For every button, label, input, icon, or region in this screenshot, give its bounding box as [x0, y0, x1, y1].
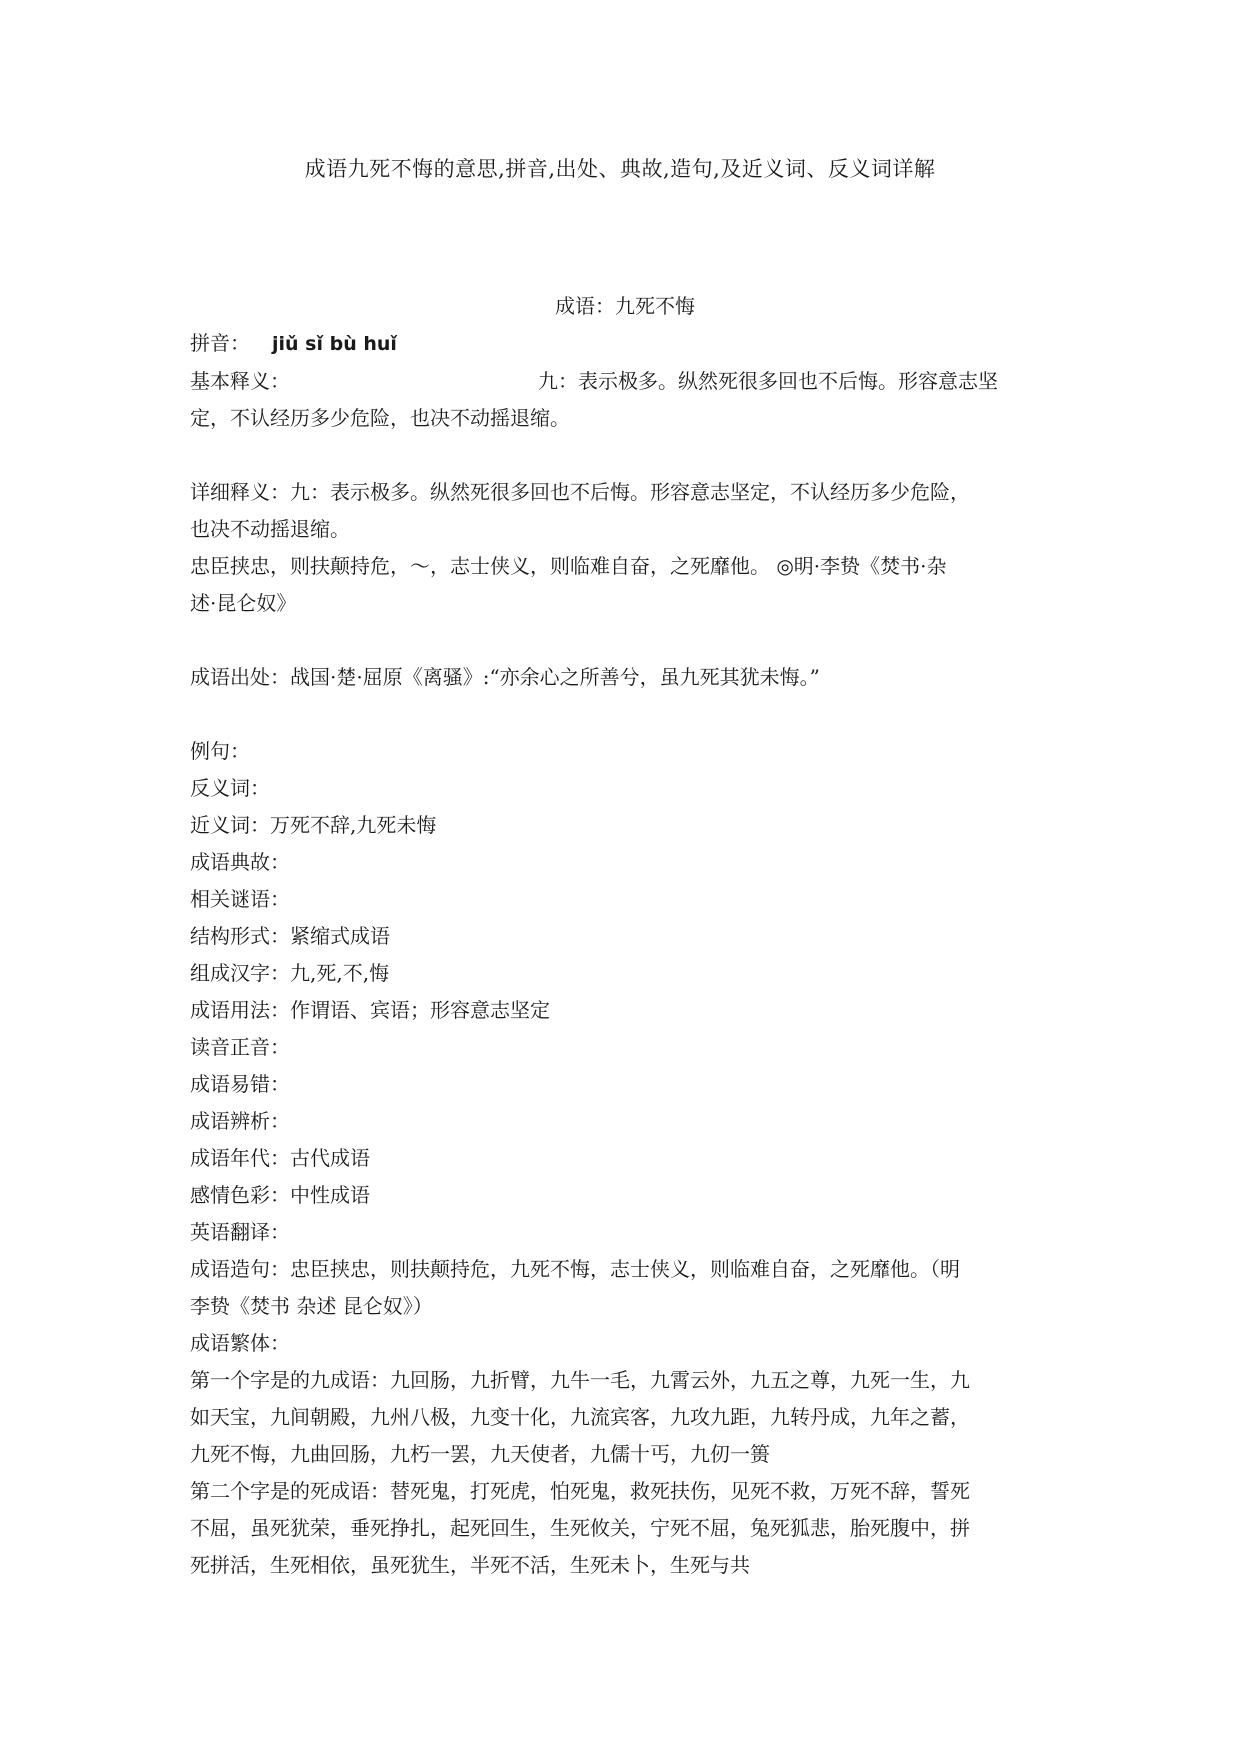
document-title: 成语九死不悔的意思,拼音,出处、典故,造句,及近义词、反义词详解 [304, 157, 936, 181]
document-body [190, 288, 1060, 1584]
field-common-errors: 成语易错： [190, 1072, 290, 1096]
spacer [190, 437, 1060, 474]
pinyin-row [190, 325, 1060, 363]
idiom-source: 成语出处：战国·楚·屈原《离骚》:“亦余心之所善兮，虽九死其犹未悔。” [190, 665, 820, 689]
first-char-idioms-line2: 如天宝，九间朝殿，九州八极，九变十化，九流宾客，九攻九距，九转丹成，九年之蓄， [190, 1405, 970, 1429]
second-char-idioms-line2: 不屈，虽死犹荣，垂死挣扎，起死回生，生死攸关，宁死不屈，兔死狐悲，胎死腹中，拼 [190, 1516, 970, 1540]
basic-meaning-text: 九：表示极多。纵然死很多回也不后悔。形容意志坚 [538, 369, 998, 393]
field-english: 英语翻译： [190, 1220, 290, 1244]
basic-meaning-row [190, 363, 1060, 400]
pinyin-value: jiǔ sǐ bù huǐ [272, 333, 397, 355]
second-char-idioms-line1: 第二个字是的死成语：替死鬼，打死虎，怕死鬼，救死扶伤，见死不救，万死不辞，誓死 [190, 1479, 970, 1503]
first-char-idioms-line3: 九死不悔，九曲回肠，九朽一罢，九天使者，九儒十丐，九仞一篑 [190, 1442, 770, 1466]
example-sentence-line1: 成语造句：忠臣挟忠，则扶颠持危，九死不悔，志士侠义，则临难自奋，之死靡他。（明 [190, 1257, 960, 1281]
field-sentiment: 感情色彩：中性成语 [190, 1183, 370, 1207]
example-sentence-line2: 李贽《焚书 杂述 昆仑奴》） [190, 1294, 433, 1318]
idiom-heading: 成语：九死不悔 [555, 294, 695, 318]
pinyin-label: 拼音： [190, 331, 250, 355]
detail-meaning-line2: 也决不动摇退缩。 [190, 517, 350, 541]
field-characters: 组成汉字：九,死,不,悔 [190, 961, 390, 985]
basic-meaning-line2: 定，不认经历多少危险，也决不动摇退缩。 [190, 406, 570, 430]
spacer [190, 622, 1060, 659]
detail-meaning-line4: 述·昆仑奴》 [190, 591, 297, 615]
field-analysis: 成语辨析： [190, 1109, 290, 1133]
field-era: 成语年代：古代成语 [190, 1146, 370, 1170]
field-structure: 结构形式：紧缩式成语 [190, 924, 390, 948]
field-antonym: 反义词： [190, 776, 270, 800]
field-traditional: 成语繁体： [190, 1331, 290, 1355]
basic-meaning-label: 基本释义： [190, 369, 290, 393]
field-riddle: 相关谜语： [190, 887, 290, 911]
spacer [190, 696, 1060, 733]
first-char-idioms-line1: 第一个字是的九成语：九回肠，九折臂，九牛一毛，九霄云外，九五之尊，九死一生，九 [190, 1368, 970, 1392]
field-synonym: 近义词：万死不辞,九死未悔 [190, 813, 437, 837]
field-allusion: 成语典故： [190, 850, 290, 874]
field-pronunciation: 读音正音： [190, 1035, 290, 1059]
second-char-idioms-line3: 死拼活，生死相依，虽死犹生，半死不活，生死未卜，生死与共 [190, 1553, 750, 1577]
detail-meaning-line1: 详细释义：九：表示极多。纵然死很多回也不后悔。形容意志坚定，不认经历多少危险， [190, 480, 970, 504]
field-example: 例句： [190, 739, 250, 763]
detail-meaning-line3: 忠臣挟忠，则扶颠持危，～，志士侠义，则临难自奋，之死靡他。 ◎明·李贽《焚书·杂 [190, 554, 947, 578]
field-usage: 成语用法：作谓语、宾语；形容意志坚定 [190, 998, 550, 1022]
